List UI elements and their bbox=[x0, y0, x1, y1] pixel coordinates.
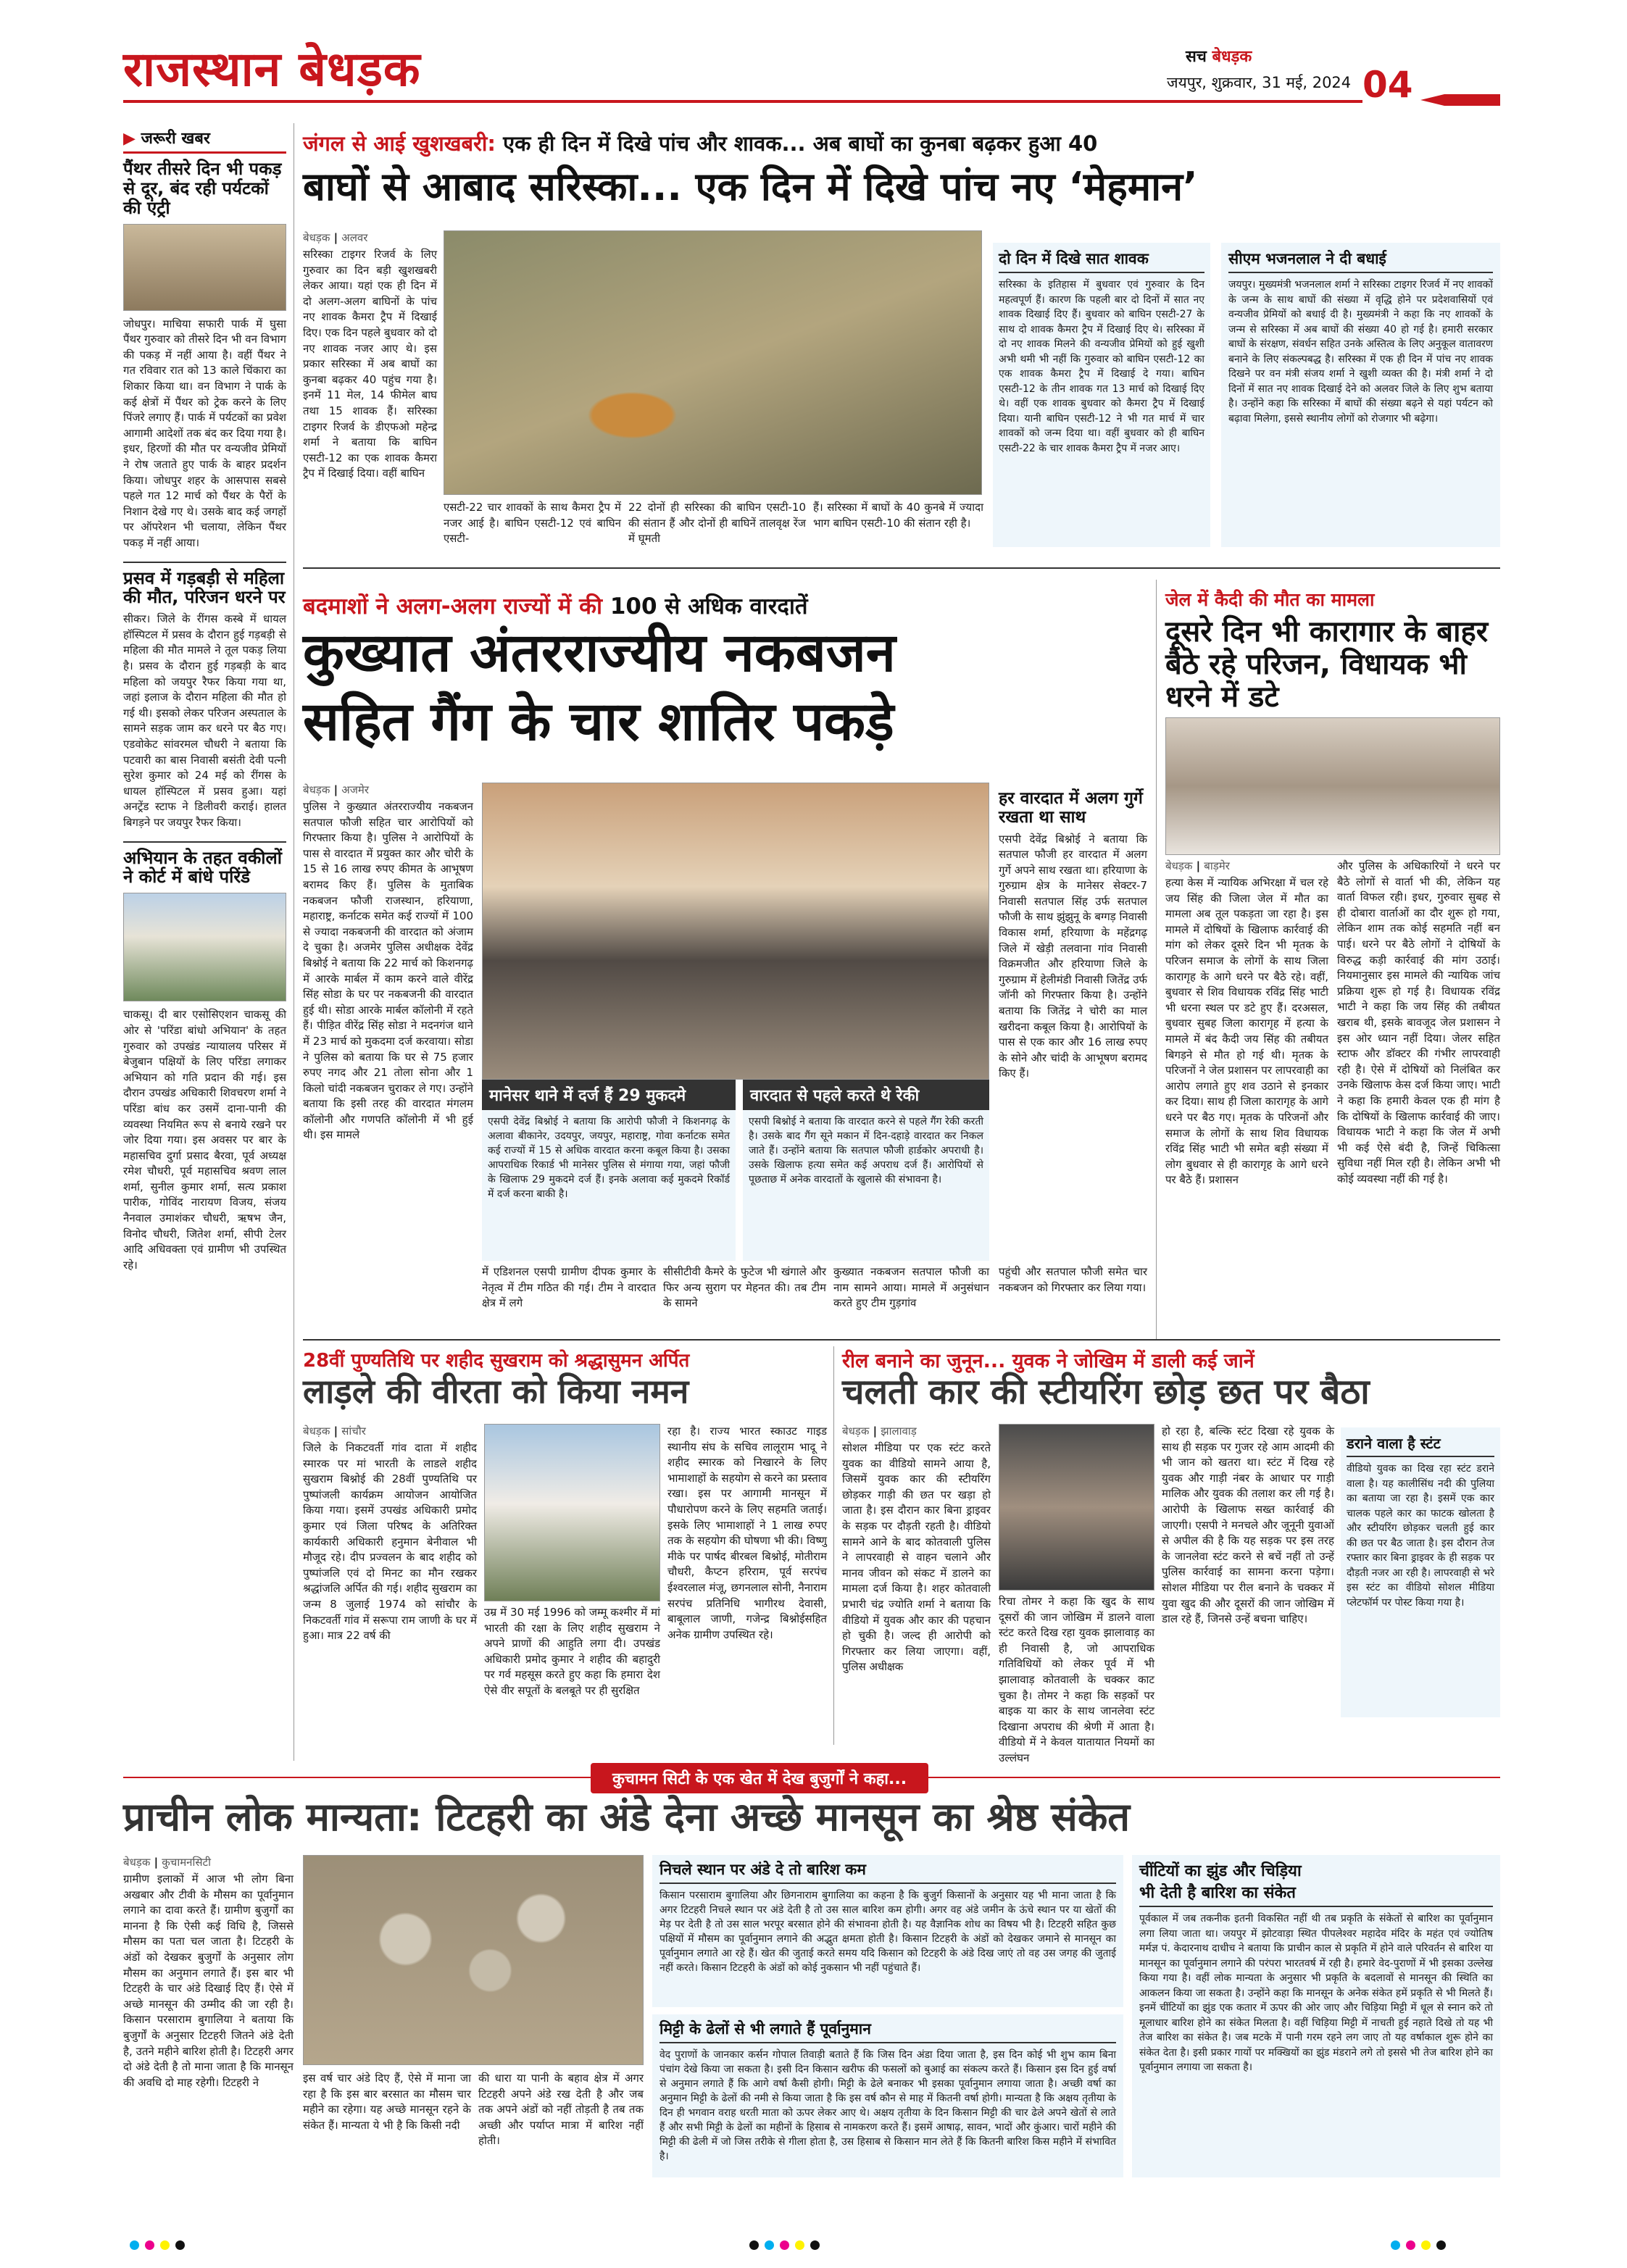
titahari-col1 bbox=[123, 1855, 294, 2090]
gang-under4: पहुंची और सतपाल फौजी समेत चार नकबजन को गिरफ्तार कर लिया गया। bbox=[999, 1265, 1147, 1294]
tiger-bottom-rule bbox=[303, 567, 1500, 569]
masthead-rule bbox=[123, 100, 1362, 103]
titahari-under2: की धारा या पानी के बहाव क्षेत्र में अगर टिटहरी अपने अंडे रख देती है और जब तक अपने अंडों को नहीं तोड़ती है तब तक अच्छी और पर्याप्त मात्रा में बारिश नहीं होती। bbox=[478, 2072, 644, 2148]
reel-stunt-photo bbox=[999, 1424, 1154, 1590]
tiger-under1: एसटी-22 चार शावकों के साथ कैमरा ट्रैप में नजर आई है। बाघिन एसटी-12 एवं बाघिन एसटी- bbox=[444, 501, 621, 546]
gang-col1-text: पुलिस ने कुख्यात अंतरराज्यीय नकबजन सतपाल फौजी सहित चार आरोपियों को गिरफ्तार किया है। पुलिस ने आरोपियों के पास से वारदात में प्रयुक्त कार और चोरी के 15 से 16 लाख रुपए कीमत के आभूषण बरामद किए हैं। पुलिस के मुताबिक नकबजन फौजी राजस्थान, हरियाणा, महाराष्ट्र, कर्नाटक समेत कई राज्यों में 100 से ज्यादा नकबजनी की वारदात को अंजाम दे चुका है। अजमेर पुलिस अधीक्षक देवेंद्र बिश्नोई ने बताया कि 22 मार्च को किशनगढ़ में आरके मार्बल में काम करने वाले वीरेंद्र सिंह सोडा के घर पर नकबजनी की वारदात हुई थी। सोडा आरके मार्बल कॉलोनी में रहते हैं। पीड़ित वीरेंद्र सिंह सोडा ने मदनगंज थाने में 23 मार्च को मुकदमा दर्ज करवाया। सोडा ने पुलिस को बताया कि घर से 75 हजार रुपए नगद और 21 तोला सोना और 1 किलो चांदी नकबजन चुराकर ले गए। उन्होंने बताया कि इसी तरह की वारदात मंगलम कॉलोनी और गणपति कॉलोनी में भी हुई थी। इस मामले bbox=[303, 800, 473, 1142]
sidebar-story3-body: चाकसू। दी बार एसोसिएशन चाकसू की ओर से 'परिंडा बांधो अभियान' के तहत गुरुवार को उपखंड न्यायालय परिसर में बेजुबान पक्षियों के लिए परिंडा लगाकर अभियान को गति प्रदान की गई। इस दौरान उपखंड अधिकारी शिवचरण शर्मा ने परिंडा बांध कर उसमें दाना-पानी की व्यवस्था नियमित रूप से बनाये रखने पर जोर दिया गया। इस अवसर पर बार के महासचिव दुर्गा प्रसाद बैरवा, पूर्व अध्यक्ष रमेश चौधरी, पूर्व महासचिव श्रवण लाल शर्मा, सुनील कुमार शर्मा, सत्य प्रकाश पारीक, गोविंद नारायण विजय, संजय नैनवाल उमाशंकर चौधरी, ऋषभ जैन, विनोद चौधरी, जितेश शर्मा, सीपी टेलर आदि अधिवक्ता एवं ग्रामीण भी उपस्थित रहे। bbox=[123, 1008, 286, 1272]
tiger-col1 bbox=[303, 230, 437, 482]
jail-headline: दूसरे दिन भी कारागार के बाहर बैठे रहे परिजन, विधायक भी धरने में डटे bbox=[1165, 615, 1489, 714]
tiger-byline: बेधड़क | अलवर bbox=[303, 231, 368, 244]
sukhram-col3: रहा है। राज्य भारत स्काउट गाइड स्थानीय संघ के सचिव लालूराम भादू ने शहीद स्मारक को निखारने के लिए भामाशाहों के सहयोग से करने का प्रस्ताव रखा। इस पर आगामी मानसून में पौधारोपण करने के लिए सहमति जताई। इसके लिए भामाशाहों ने 1 लाख रुपए तक के सहयोग की घोषणा भी की। विष्णु मीके पर पार्षद बीरबल बिश्नोई, मोतीराम चौधरी, कैप्टन हरिराम, पूर्व सरपंच ईश्वरलाल मंजू, छगनलाल सोनी, नैनाराम सरपंच प्रतिनिधि भागीरथ देवासी, बाबूलाल जाणी, गजेन्द्र बिश्नोईसहित अनेक ग्रामीण उपस्थित रहे। bbox=[667, 1425, 827, 1641]
tiger-col1-text: सरिस्का टाइगर रिजर्व के लिए गुरुवार का दिन बड़ी खुशखबरी लेकर आया। यहां एक ही दिन में दो अलग-अलग बाघिनों के पांच नए शावक कैमरा ट्रैप में दिखाई दिए। एक दिन पहले बुधवार को दो नए शावक नजर आए थे। इस प्रकार सरिस्का में अब बाघों का कुनबा बढ़कर 40 पहुंच गया है। इनमें 11 मेल, 14 फीमेल बाघ तथा 15 शावक हैं। सरिस्का टाइगर रिजर्व के डीएफओ महेन्द्र शर्मा ने बताया कि बाघिन एसटी-12 का एक शावक कैमरा ट्रैप में दिखाई दिया। वहीं बाघिन bbox=[303, 248, 437, 480]
sidebar-head: ▶ जरूरी खबर bbox=[123, 127, 286, 154]
sidebar bbox=[123, 127, 286, 1273]
gang-col1 bbox=[303, 783, 473, 1143]
dateline: जयपुर, शुक्रवार, 31 मई, 2024 bbox=[1167, 74, 1352, 91]
gang-caption1-title: मानेसर थाने में दर्ज हैं 29 मुकदमे bbox=[482, 1080, 736, 1110]
titahari-banner: कुचामन सिटी के एक खेत में देख बुजुर्गों ने कहा... bbox=[591, 1763, 928, 1793]
tiger-box1 bbox=[993, 243, 1210, 547]
titahari-box1-text: किसान परसाराम बुगालिया और छिगनाराम बुगालिया का कहना है कि बुजुर्ग किसानों के अनुसार यह भी माना जाता है कि अगर टिटहरी निचले स्थान पर अंडे देती है तो उस साल बारिश कम होगी। अगर वह अंडे जमीन के ऊंचे स्थान पर या खेतों की मेड़ पर देती है तो उस साल भरपूर बरसात होने की संभावना होती है। यह वैज्ञानिक शोध का विषय भी है। टिटहरी सहित कुछ पक्षियों में मौसम का पूर्वानुमान लगाने की अद्भुत क्षमता होती है। किसान टिटहरी के अंडों को देखकर जमाने से मानसून का पूर्वानुमान लगाते आ रहे हैं। खेत की जुताई करते समय यदि किसान को टिटहरी के अंडे दिख जाएं तो वह उस जगह की जुताई नहीं करते। किसान टिटहरी के अंडों को कोई नुकसान भी नहीं पहुंचाते हैं। bbox=[659, 1890, 1116, 1974]
tiger-box2-text: जयपुर। मुख्यमंत्री भजनलाल शर्मा ने सरिस्का टाइगर रिजर्व में नए शावकों के जन्म के साथ बाघों की संख्या में वृद्धि होने पर प्रदेशवासियों एवं वन्यजीव प्रेमियों को बधाई दी है। मुख्यमंत्री ने कहा कि नए शावकों के जन्म से सरिस्का में अब बाघों की संख्या 40 हो गई है। हमारी सरकार बाघों के संरक्षण, संवर्धन सहित उनके अस्तित्व के लिए अनुकूल वातावरण बनाने के लिए संकल्पबद्ध है। सरिस्का में एक ही दिन में पांच नए शावक दिखने पर वन मंत्री संजय शर्मा ने खुशी व्यक्त की है। मंत्री शर्मा ने दो दिनों में सात नए शावक दिखाई देने को अलवर जिले के लिए शुभ बताया है। उन्होंने कहा कि सरिस्का में बाघों की संख्या बढ़ने से यहां पर्यटन को बढ़ावा मिलेगा, इससे स्थानीय लोगों को रोजगार भी बढ़ेगा। bbox=[1228, 279, 1493, 425]
reel-kicker: रील बनाने का जुनून... युवक ने जोखिम में डाली कई जानें bbox=[842, 1350, 1254, 1372]
tiger-box2-title: सीएम भजनलाल ने दी बधाई bbox=[1228, 246, 1493, 273]
gang-caption2-title: वारदात से पहले करते थे रेकी bbox=[743, 1080, 989, 1110]
titahari-box3-text: पूर्वकाल में जब तकनीक इतनी विकसित नहीं थी तब प्रकृति के संकेतों से बारिश का पूर्वानुमान लगा लिया जाता था। जयपुर में झोटवाड़ा स्थित पीपलेश्वर महादेव मंदिर के महंत एवं ज्योतिष मर्मज्ञ पं. केदारनाथ दाधीच ने बताया कि प्राचीन काल से प्रकृति में होने वाले परिवर्तन से बारिश या मानसून का पूर्वानुमान लगाने की परंपरा भारतवर्ष में रही है। हमारे वेद-पुराणों में भी इसका उल्लेख किया गया है। वहीं लोक मान्यता के अनुसार भी प्रकृति के बदलावों से मानसून की स्थिति का आकलन किया जा सकता है। उन्होंने कहा कि मानसून के अनेक संकेत हमें प्रकृति से भी मिलते हैं। इनमें चींटियों का झुंड एक कतार में ऊपर की ओर जाए और चिड़िया मिट्टी में धूल से स्नान करे तो मूलाधार बारिश होने का संकेत मिलता है। वहीं चिड़िया मिट्टी में नाचती हुई नहाते दिखे तो यह भी तेज बारिश का संकेत है। जब मटके में पानी गरम रहने लग जाए तो यह वर्षाकाल शुरू होने का संकेत देता है। इसी प्रकार गायों पर मक्खियों का झुंड मंडराने लगे तो इससे भी तेज बारिश होने का पूर्वानुमान लगाया जा सकता है। bbox=[1139, 1913, 1493, 2073]
sidebar-story2-body: सीकर। जिले के रींगस कस्बे में धायल हॉस्पिटल में प्रसव के दौरान हुई गड़बड़ी से महिला की मौत मामले ने तूल पकड़ लिया है। प्रसव के दौरान हुई गड़बड़ी के बाद महिला को जयपुर रैफर किया गया था, जहां इलाज के दौरान महिला की मौत हो गई थी। इसको लेकर परिजन अस्पताल के सामने सड़क जाम कर धरने पर बैठ गए। एडवोकेट सांवरमल चौधरी ने बताया कि पटवारी का बास निवासी बसंती देवी पत्नी सुरेश कुमार को 24 मई को रींगस के धायल हॉस्पिटल में प्रसव हुआ। यहां अनट्रेंड स्टाफ ने डिलीवरी कराई। हालत बिगड़ने पर जयपुर रैफर किया। bbox=[123, 612, 286, 829]
reel-byline: बेधड़क | झालावाड़ bbox=[842, 1425, 917, 1438]
reel-headline: चलती कार की स्टीयरिंग छोड़ छत पर बैठा bbox=[842, 1372, 1370, 1412]
gang-caption2-text: एसपी बिश्नोई ने बताया कि वारदात करने से पहले गैंग रेकी करती है। उसके बाद गैंग सूने मकान में दिन-दहाड़े वारदात कर निकल जाते हैं। उन्होंने बताया कि सतपाल फौजी हार्डकोर अपराधी है। उसके खिलाफ हत्या समेत कई अपराध दर्ज हैं। आरोपियों से पूछताछ में अनेक वारदातों के खुलासे की संभावना है। bbox=[749, 1116, 983, 1185]
sidebar-story2-title: प्रसव में गड़बड़ी से महिला की मौत, परिजन धरने पर bbox=[123, 562, 286, 608]
titahari-box2-text: वेद पुराणों के जानकार कर्सन गोपाल तिवाड़ी बताते हैं कि जिस दिन अंडा दिया जाता है, इस दिन कोई भी शुभ काम बिना पंचांग देखे किया जा सकता है। इसी दिन किसान खरीफ की फसलों को बुआई का संकल्प करते हैं। किसान इस दिन हुई वर्षा से अनुमान लगाते हैं कि आगे वर्षा कैसी होगी। मिट्टी के ढेले बनाकर भी इसका पूर्वानुमान लगाया जाता है। अच्छी वर्षा का अनुमान मिट्टी के ढेलों की नमी से किया जाता है कि इस वर्ष कौन से माह में कितनी वर्षा होगी। मान्यता है कि अक्षय तृतीया के दिन ही भगवान वराह धरती माता को ऊपर लेकर आए थे। अक्षय तृतीया के दिन किसान मिट्टी की चार ढेले अपने खेतों से लाते हैं और सभी मिट्टी के ढेलों का महीनों के हिसाब से नामकरण करते हैं। इसमें आषाढ़, सावन, भादों और कुंआर। चारों महीने की मिट्टी की ढेली में जो जिस तरीके से गीला होता है, उस हिसाब से किसान मान लेते हैं कि कितनी बारिश किस महीने में संभावित है। bbox=[659, 2049, 1116, 2162]
tiger-cub-photo bbox=[444, 230, 982, 495]
memorial-photo bbox=[484, 1424, 660, 1601]
sidebar-story1-title: पैंथर तीसरे दिन भी पकड़ से दूर, बंद रही पर्यटकों की एंट्री bbox=[123, 159, 282, 218]
titahari-byline: बेधड़क | कुचामनसिटी bbox=[123, 1856, 211, 1869]
titahari-box1-title: निचले स्थान पर अंडे दे तो बारिश कम bbox=[659, 1856, 1116, 1884]
gang-byline: बेधड़क | अजमेर bbox=[303, 783, 369, 796]
reel-box-text: वीडियो युवक का दिख रहा स्टंट डराने वाला है। यह कालीसिंध नदी की पुलिया का बताया जा रहा है। इसमें एक कार चालक पहले कार का फाटक खोलता है और स्टीयरिंग छोड़कर चलती हुई कार की छत पर बैठ जाता है। इस दौरान तेज रफ्तार कार बिना ड्राइवर के ही सड़क पर दौड़ती नजर आ रही है। लापरवाही से भरे इस स्टंट का वीडियो सोशल मीडिया प्लेटफॉर्म पर पोस्ट किया गया है। bbox=[1347, 1463, 1494, 1609]
sukhram-col1-text: जिले के निकटवर्ती गांव दाता में शहीद स्मारक पर मां भारती के लाडले शहीद सुखराम बिश्नोई की 28वीं पुण्यतिथि पर पुष्पांजली कार्यक्रम आयोजन आयोजित किया गया। इसमें उपखंड अधिकारी प्रमोद कुमार एवं जिला परिषद के अतिरिक्त कार्यकारी अधिकारी हनुमान बेनीवाल भी मौजूद रहे। दीप प्रज्वलन के बाद शहीद को पुष्पांजलि एवं दो मिनट का मौन रखकर श्रद्धांजलि अर्पित की गई। शहीद सुखराम का जन्म 8 जुलाई 1974 को सांचौर के निकटवर्ती गांव में सरूपा राम जाणी के घर में हुआ। मात्र 22 वर्ष की bbox=[303, 1441, 477, 1643]
titahari-under1: इस वर्ष चार अंडे दिए हैं, ऐसे में माना जा रहा है कि इस बार बरसात का मौसम चार महीने का रहेगा। यह अच्छे मानसून रहने के संकेत हैं। मान्यता ये भी है कि किसी नदी bbox=[303, 2072, 471, 2132]
sukhram-col2: उम्र में 30 मई 1996 को जम्मू कश्मीर में मां भारती की रक्षा के लिए शहीद सुखराम ने अपने प्राणों की आहुति लगा दी। उपखंड अधिकारी प्रमोद कुमार ने शहीद की बहादुरी पर गर्व महसूस करते हुए कहा कि हमारा देश ऐसे वीर सपूतों के बलबूते पर ही सुरक्षित bbox=[484, 1606, 660, 1697]
tiger-under2: 22 दोनों ही सरिस्का की बाघिन एसटी-10 की संतान हैं और दोनों ही बाघिनें तालवृक्ष रेंज में घूमती bbox=[628, 501, 806, 546]
masthead-logo: राजस्थान बेधड़क bbox=[123, 41, 421, 97]
registration-marks-left bbox=[127, 2239, 188, 2253]
gang-side bbox=[999, 790, 1147, 1082]
machiya-park-photo bbox=[123, 224, 286, 311]
jail-protest-photo bbox=[1165, 717, 1500, 855]
titahari-col1-text: ग्रामीण इलाकों में आज भी लोग बिना अखबार और टीवी के मौसम का पूर्वानुमान लगाने का दावा करते हैं। ग्रामीण बुजुर्गों का मानना है कि ऐसी कई विधि है, जिससे मौसम का पता चल जाता है। टिटहरी के अंडों को देखकर बुजुर्गों के अनुसार लोग मौसम का अनुमान लगाते हैं। इस बार भी टिटहरी के चार अंडे दिखाई दिए हैं। ऐसे में अच्छे मानसून की उम्मीद की जा रही है। किसान परसाराम बुगालिया ने बताया कि बुजुर्गों के अनुसार टिटहरी जितने अंडे देती है, उतने महीने बारिश होती है। टिटहरी अगर दो अंडे देती है तो माना जाता है कि मानसून की अवधि दो माह रहेगी। टिटहरी ने bbox=[123, 1872, 294, 2089]
jail-byline: बेधड़क | बाड़मेर bbox=[1165, 859, 1230, 872]
reel-col1-text: सोशल मीडिया पर एक स्टंट करते युवक का वीडियो सामने आया है, जिसमें युवक कार की स्टीयरिंग छोड़कर गाड़ी की छत पर खड़ा हो जाता है। इस दौरान कार बिना ड्राइवर के सड़क पर दौड़ती रहती है। वीडियो सामने आने के बाद कोतवाली पुलिस ने लापरवाही से वाहन चलाने और मानव जीवन को संकट में डालने का मामला दर्ज किया है। शहर कोतवाली प्रभारी चंद्र ज्योति शर्मा ने बताया कि वीडियो में युवक और कार की पहचान हो चुकी है। जल्द ही आरोपी को गिरफ्तार कर लिया जाएगा। वहीं, पुलिस अधीक्षक bbox=[842, 1441, 991, 1674]
gang-side-title: हर वारदात में अलग गुर्गे रखता था साथ bbox=[999, 789, 1143, 827]
tag-right: बेधड़क bbox=[1212, 48, 1252, 66]
tiger-box1-title: दो दिन में दिखे सात शावक bbox=[999, 246, 1204, 273]
gang-divider bbox=[1156, 580, 1157, 1341]
jail-col2: और पुलिस के अधिकारियों ने धरने पर बैठे लोगों से वार्ता भी की, लेकिन यह वार्ता विफल रही। इधर, गुरुवार सुबह से ही दोबारा वार्ताओं का दौर शुरू हो गया, लेकिन शाम तक कोई सहमति नहीं बन पाई। धरने पर बैठे लोगों ने दोषियों के विरुद्ध कड़ी कार्रवाई की मांग उठाई। नियमानुसार इस मामले की न्यायिक जांच प्रक्रिया शुरू हो गई है। विधायक रविंद्र भाटी ने कहा कि जय सिंह की तबीयत खराब थी, इसके बावजूद जेल प्रशासन ने इस ओर ध्यान नहीं दिया। जेलर सहित स्टाफ और डॉक्टर की गंभीर लापरवाही रही है। ऐसे में दोषियों को निलंबित कर उनके खिलाफ केस दर्ज किया जाए। भाटी ने कहा कि हमारी केवल एक ही मांग है कि दोषियों के खिलाफ कार्रवाई की जाए। विधायक भाटी ने कहा कि जेल में अभी भी कई ऐसे बंदी है, जिन्हें चिकित्सा सुविधा नहीं मिल रही है। लेकिन अभी भी कोई व्यवस्था नहीं की गई है। bbox=[1337, 859, 1500, 1185]
gang-caption1-text: एसपी देवेंद्र बिश्नोई ने बताया कि आरोपी फौजी ने किशनगढ़ के अलावा बीकानेर, उदयपुर, जयपुर, महाराष्ट्र, गोवा कर्नाटक समेत कई राज्यों में 15 से अधिक वारदात करना कबूल किया है। उसका आपराधिक रिकार्ड भी मानेसर पुलिस से मंगाया गया, जहां फौजी के खिलाफ 29 मुकदमे दर्ज हैं। इनके अलावा कई मुकदमे रिकॉर्ड में दर्ज करना बाकी है। bbox=[488, 1116, 730, 1200]
registration-marks-right bbox=[1388, 2239, 1449, 2253]
sukhram-kicker: 28वीं पुण्यतिथि पर शहीद सुखराम को श्रद्धासुमन अर्पित bbox=[303, 1350, 690, 1372]
gang-arrest-photo bbox=[482, 783, 989, 1080]
titahari-box2-title: मिट्टी के ढेलों से भी लगाते हैं पूर्वानुमान bbox=[659, 2016, 1116, 2043]
sukhram-byline: बेधड़क | सांचौर bbox=[303, 1425, 366, 1438]
lawyers-photo bbox=[123, 893, 286, 1001]
gang-under1: में एडिशनल एसपी ग्रामीण दीपक कुमार के नेतृत्व में टीम गठित की गई। टीम ने वारदात क्षेत्र में लगे bbox=[482, 1265, 656, 1310]
reel-box bbox=[1341, 1427, 1500, 1717]
tiger-box2 bbox=[1221, 243, 1500, 547]
pen-nib-icon bbox=[1420, 94, 1500, 106]
gang-headline-line1: कुख्यात अंतरराज्यीय नकबजन bbox=[303, 622, 896, 684]
masthead-tag bbox=[1186, 45, 1252, 67]
sidebar-story1-body: जोधपुर। माचिया सफारी पार्क में घुसा पैंथर गुरुवार को तीसरे दिन भी वन विभाग की पकड़ में नहीं आया है। वहीं पैंथर ने गत रविवार रात को 13 काले चिंकारा का शिकार किया था। वन विभाग ने पार्क के कई क्षेत्रों में पैंथर को ट्रेक करने के लिए पिंजरे लगाए हैं। पार्क में पर्यटकों का प्रवेश आगामी आदेशों तक बंद कर दिया गया है। इधर, हिरणों की मौत पर वन्यजीव प्रेमियों ने रोष जताते हुए पार्क के बाहर प्रदर्शन किया। जोधपुर शहर के आसपास सबसे पहले गत 12 मार्च को पैंथर के पैरों के निशान देखे गए थे। उसके बाद कई जगहों पर ऑपरेशन भी चलाया, लेकिन पैंथर पकड़ में नहीं आया। bbox=[123, 317, 286, 549]
page-number: 04 bbox=[1362, 64, 1413, 106]
gang-caption1 bbox=[482, 1080, 736, 1261]
sukhram-divider bbox=[833, 1346, 834, 1745]
tiger-under3: हैं। सरिस्का में बाघों के 40 कुनबे में ज्यादा भाग बाघिन एसटी-10 की संतान रही है। bbox=[813, 501, 983, 530]
gang-side-text: एसपी देवेंद्र बिश्नोई ने बताया कि सतपाल फौजी हर वारदात में अलग गुर्गे अपने साथ रखता था। हरियाणा के गुरुग्राम क्षेत्र के मानेसर सेक्टर-7 निवासी सतपाल सिंह उर्फ सतपाल फौजी के साथ झुंझुनू के बग्गड़ निवासी विकास शर्मा, हरियाणा के महेंद्रगढ़ जिले में खेड़ी तलवाना गांव निवासी विक्रमजीत और हरियाणा जिले के गुरुग्राम में हेलीमंडी निवासी जितेंद्र उर्फ जॉनी को गिरफ्तार किया है। उन्होंने बताया कि जितेंद्र ने चोरी का माल खरीदना कबूल किया है। आरोपियों के पास से एक कार और 16 लाख रुपए के सोने और चांदी के आभूषण बरामद किए हैं। bbox=[999, 832, 1147, 1080]
gang-kicker: बदमाशों ने अलग-अलग राज्यों में की 100 से अधिक वारदातें bbox=[303, 593, 808, 620]
gang-headline-line2: सहित गैंग के चार शातिर पकड़े bbox=[303, 691, 894, 753]
reel-col3: हो रहा है, बल्कि स्टंट दिखा रहे युवक के साथ ही सड़क पर गुजर रहे आम आदमी की भी जान को खतरा था। स्टंट में दिख रहे युवक और गाड़ी नंबर के आधार पर गाड़ी मालिक और युवक की तलाश कर ली गई है। आरोपी के खिलाफ सख्त कार्रवाई की जाएगी। एसपी ने मनचले और जूनूनी युवाओं से अपील की है कि यह सड़क पर इस तरह के जानलेवा स्टंट करने से बचें नहीं तो उन्हें पुलिस कार्रवाई का सामना करना पड़ेगा। सोशल मीडिया पर रील बनाने के चक्कर में युवा खुद की और दूसरों की जान जोखिम में डाल रहे हैं, जिनसे उन्हें बचना चाहिए। bbox=[1162, 1425, 1334, 1626]
sidebar-story3-title: अभियान के तहत वकीलों ने कोर्ट में बांधे परिंडे bbox=[123, 841, 286, 888]
titahari-box1 bbox=[652, 1855, 1123, 2007]
jail-kicker: जेल में कैदी की मौत का मामला bbox=[1165, 589, 1375, 610]
titahari-eggs-photo bbox=[303, 1855, 644, 2065]
titahari-headline: प्राचीन लोक मान्यता: टिटहरी का अंडे देना अच्छे मानसून का श्रेष्ठ संकेत bbox=[123, 1794, 1131, 1840]
tiger-box1-text: सरिस्का के इतिहास में बुधवार एवं गुरुवार के दिन महत्वपूर्ण हैं। कारण कि पहली बार दो दिनों में सात नए शावक दिखाई दिए हैं। बुधवार को बाघिन एसटी-27 के साथ दो शावक कैमरा ट्रैप में दिखाई दिए थे। सरिस्का में दो नए शावक मिलने की वन्यजीव प्रेमियों को हुई खुशी अभी थमी भी नहीं कि गुरुवार को बाघिन एसटी-12 का एक शावक कैमरा ट्रैप में दिखाई दे गया। बाघिन एसटी-12 के तीन शावक गत 13 मार्च को दिखाई दिए थे। वहीं एक शावक बुधवार को कैमरा ट्रैप में दिखाई दिया। यानी बाघिन एसटी-12 ने भी गत मार्च में चार शावकों को जन्म दिया था। वहीं बुधवार को ही बाघिन एसटी-22 के चार शावक कैमरा ट्रैप में नजर आए। bbox=[999, 279, 1204, 454]
registration-marks-center bbox=[746, 2239, 823, 2253]
gang-under2: सीसीटीवी कैमरे के फुटेज भी खंगाले और फिर अन्य सुराग पर मेहनत की। तब टीम के सामने bbox=[663, 1265, 826, 1310]
mid-rule bbox=[303, 1339, 1500, 1341]
titahari-box3 bbox=[1132, 1855, 1500, 2177]
titahari-box2 bbox=[652, 2014, 1123, 2177]
tiger-kicker: जंगल से आई खुशखबरी: एक ही दिन में दिखे पांच और शावक... अब बाघों का कुनबा बढ़कर हुआ 40 bbox=[303, 131, 1098, 156]
gang-under3: कुख्यात नकबजन सतपाल फौजी का नाम सामने आया। मामले में अनुसंधान करते हुए टीम गुड़गांव bbox=[833, 1265, 989, 1310]
reel-col2: रिचा तोमर ने कहा कि खुद के साथ दूसरों की जान जोखिम में डालने वाला स्टंट करते दिख रहा युवक झालावाड़ का ही निवासी है, जो आपराधिक गतिविधियों को लेकर पूर्व में भी झालावाड़ कोतवाली के चक्कर काट चुका है। तोमर ने कहा कि सड़कों पर बाइक या कार के साथ जानलेवा स्टंट दिखाना अपराध की श्रेणी में आता है। वीडियो में ने केवल यातायात नियमों का उल्लंघन bbox=[999, 1595, 1154, 1764]
reel-box-title: डराने वाला है स्टंट bbox=[1347, 1430, 1494, 1457]
jail-col1-text: हत्या केस में न्यायिक अभिरक्षा में चल रहे जय सिंह की जिला जेल में मौत का मामला अब तूल पकड़ता जा रहा है। इस मामले में दोषियों के खिलाफ कार्रवाई की मांग को लेकर दूसरे दिन भी मृतक के परिजन समाज के लोगों के साथ जिला कारागृह के आगे धरने पर बैठे रहे। वहीं, बुधवार से शिव विधायक रविंद्र सिंह भाटी भी धरना स्थल पर डटे हुए हैं। दरअसल, बुधवार सुबह जिला कारागृह में हत्या के मामले में बंद कैदी जय सिंह की तबीयत बिगड़ने से मौत हो गई थी। मृतक के परिजनों ने जेल प्रशासन पर लापरवाही का आरोप लगाते हुए शव उठाने से इनकार कर दिया। साथ ही जिला कारागृह के आगे धरने पर बैठ गए। मृतक के परिजनों और समाज के लोगों के साथ शिव विधायक रविंद्र सिंह भाटी भी समेत बड़ी संख्या में लोग बुधवार से ही कारागृह के आगे धरने पर बैठे हैं। प्रशासन bbox=[1165, 876, 1328, 1187]
gang-caption2 bbox=[743, 1080, 989, 1261]
reel-col1 bbox=[842, 1424, 991, 1675]
jail-col1 bbox=[1165, 859, 1328, 1188]
tag-left: सच bbox=[1186, 48, 1207, 66]
sukhram-col1 bbox=[303, 1424, 477, 1644]
tiger-headline: बाघों से आबाद सरिस्का... एक दिन में दिखे पांच नए ‘मेहमान’ bbox=[303, 164, 1198, 209]
titahari-box3-title: चींटियों का झुंड और चिड़िया भी देती है बारिश का संकेत bbox=[1139, 1856, 1493, 1907]
sukhram-headline: लाड़ले की वीरता को किया नमन bbox=[303, 1372, 689, 1411]
sidebar-head-label: जरूरी खबर bbox=[141, 130, 210, 148]
